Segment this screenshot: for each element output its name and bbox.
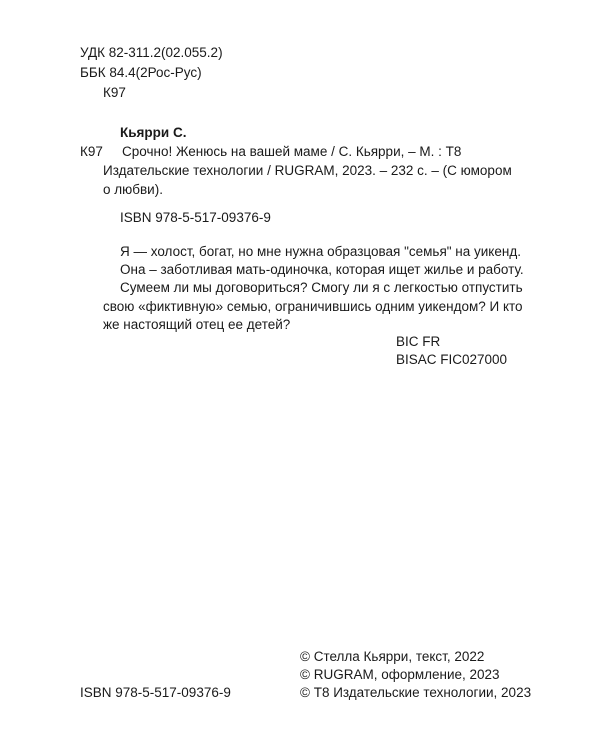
record-author: Кьярри С. [120, 125, 187, 140]
author-mark: К97 [80, 144, 103, 159]
udk-code: УДК 82-311.2(02.055.2) [80, 45, 223, 60]
copyright-line: © RUGRAM, оформление, 2023 [300, 667, 500, 682]
annotation-line: Она – заботливая мать-одиночка, которая ищет жилье и работу. [120, 262, 524, 278]
copyright-line: © Т8 Издательские технологии, 2023 [300, 685, 532, 700]
copyright-line: © Стелла Кьярри, текст, 2022 [300, 649, 485, 664]
annotation [103, 243, 524, 334]
record-title-line-1: Срочно! Женюсь на вашей маме / С. Кьярри, – М. : Т8 [122, 144, 462, 159]
record-isbn: ISBN 978-5-517-09376-9 [120, 210, 271, 225]
bisac-code: BISAC FIC027000 [396, 352, 508, 367]
annotation-line: Я — холост, богат, но мне нужна образцовая "семья" на уикенд. [120, 244, 521, 259]
bbk-code: ББК 84.4(2Рос-Рус) [80, 65, 202, 80]
author-mark-top: К97 [103, 85, 126, 100]
annotation-line: же настоящий отец ее детей? [103, 316, 291, 332]
record-title-line-2: Издательские технологии / RUGRAM, 2023. – 232 с. – (С юмором [103, 163, 512, 178]
bic-code: BIC FR [396, 334, 441, 349]
annotation-line: Сумеем ли мы договориться? Смогу ли я с легкостью отпустить [120, 280, 523, 296]
footer-isbn: ISBN 978-5-517-09376-9 [80, 685, 231, 700]
annotation-line: свою «фиктивную» семью, ограничившись одним уикендом? И кто [103, 298, 523, 314]
record-title-line-3: о любви). [103, 182, 163, 197]
